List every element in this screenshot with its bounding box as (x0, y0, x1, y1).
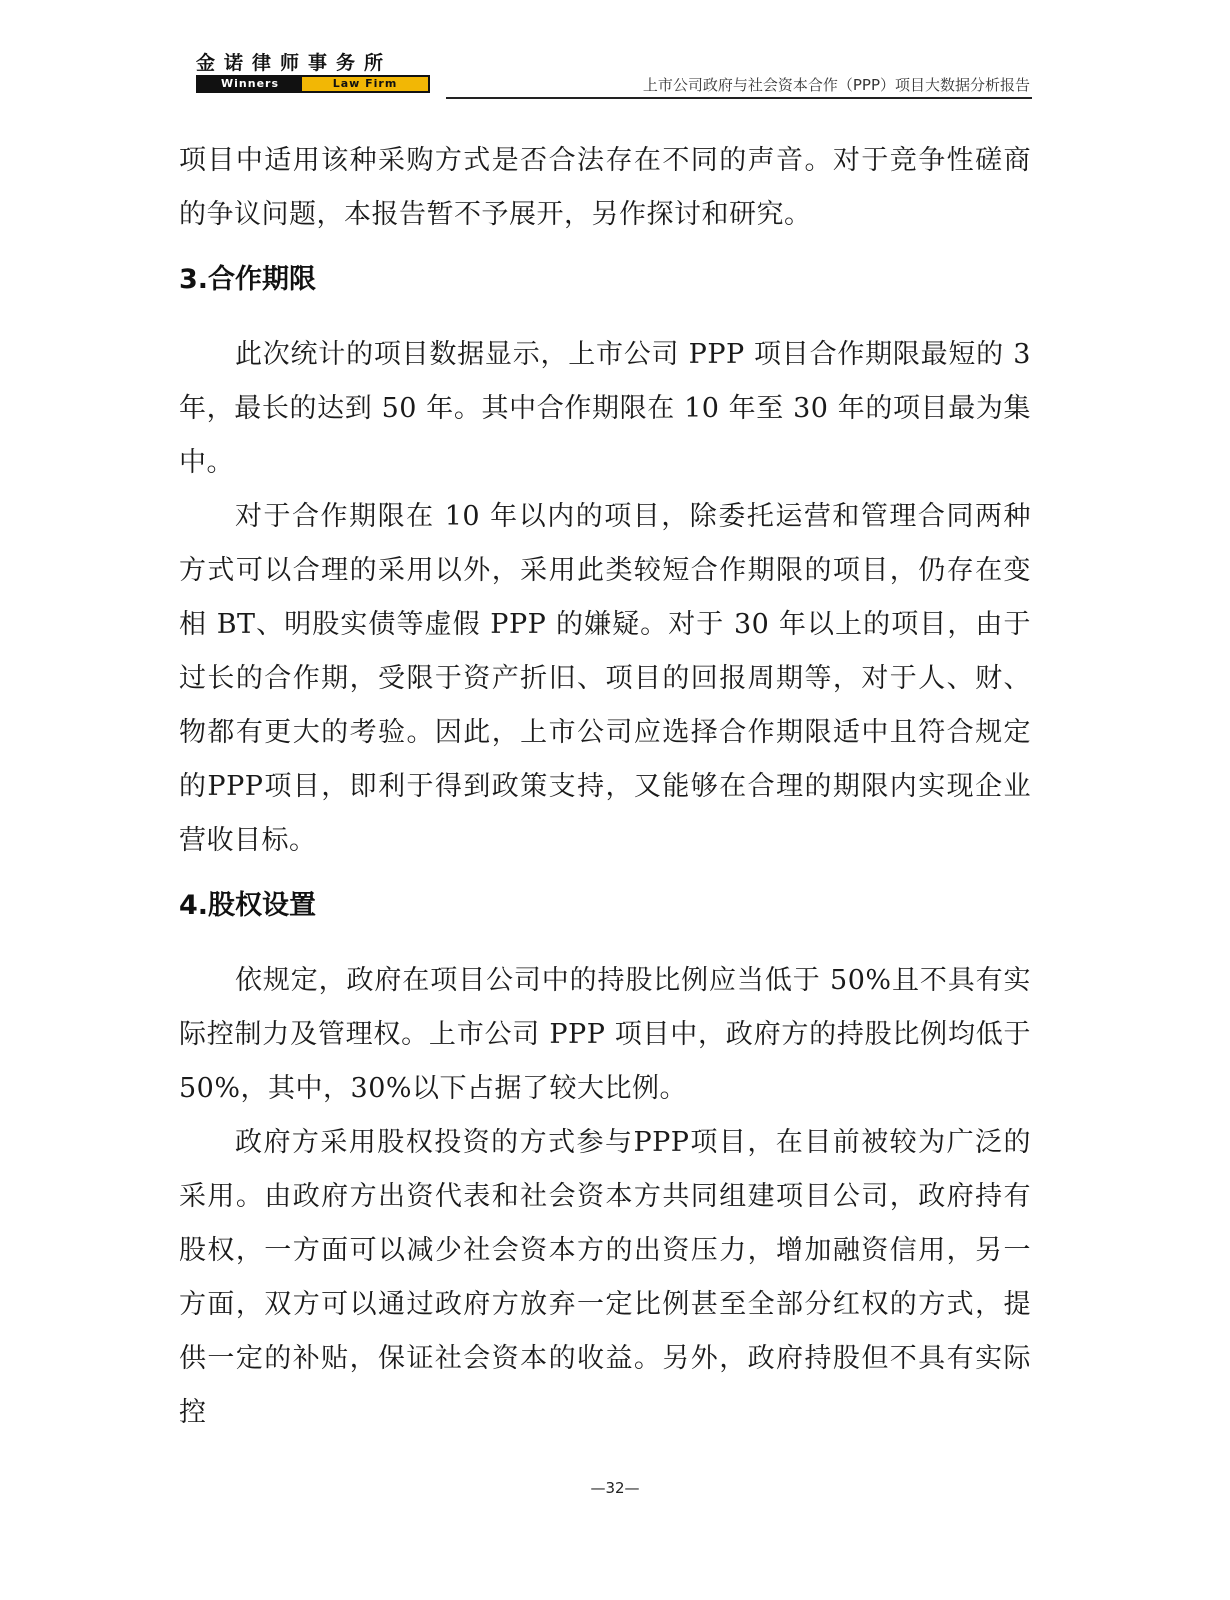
logo-chinese-name: 金诺律师事务所 (196, 52, 393, 74)
page-content (179, 134, 1031, 1440)
heading-cooperation-term: 3.合作期限 (179, 264, 317, 295)
paragraph-term-1: 此次统计的项目数据显示，上市公司 PPP 项目合作期限最短的 3 年，最长的达到 50 年。其中合作期限在 10 年至 30 年的项目最为集中。 (179, 339, 1031, 478)
logo-english-right: Law Firm (302, 77, 428, 91)
paragraph-equity-2: 政府方采用股权投资的方式参与PPP项目，在目前被较为广泛的采用。由政府方出资代表和社会资本方共同组建项目公司，政府持有股权，一方面可以减少社会资本方的出资压力，增加融资信用，另一方面，双方可以通过政府方放弃一定比例甚至全部分红权的方式，提供一定的补贴，保证社会资本的收益。另外，政府持股但不具有实际控 (179, 1127, 1031, 1428)
paragraph-equity-1: 依规定，政府在项目公司中的持股比例应当低于 50%且不具有实际控制力及管理权。上市公司 PPP 项目中，政府方的持股比例均低于 50%，其中，30%以下占据了较大比例。 (179, 965, 1031, 1104)
paragraph-term-2: 对于合作期限在 10 年以内的项目，除委托运营和管理合同两种方式可以合理的采用以外，采用此类较短合作期限的项目，仍存在变相 BT、明股实债等虚假 PPP 的嫌疑。对于 30 年以上的项目，由于过长的合作期，受限于资产折旧、项目的回报周期等，对于人、财、物都有更大的考验。因此，上市公司应选择合作期限适中且符合规定的PPP项目，即利于得到政策支持，又能够在合理的期限内实现企业营收目标。 (179, 501, 1031, 856)
paragraph-intro: 项目中适用该种采购方式是否合法存在不同的声音。对于竞争性磋商的争议问题，本报告暂不予展开，另作探讨和研究。 (179, 145, 1031, 230)
logo-english-bar (196, 75, 430, 93)
header-divider (446, 97, 1032, 99)
heading-equity-setting: 4.股权设置 (179, 890, 317, 921)
firm-logo (196, 52, 430, 93)
page-number: —32— (590, 1479, 640, 1497)
report-title: 上市公司政府与社会资本合作（PPP）项目大数据分析报告 (642, 76, 1030, 94)
logo-english-left: Winners (198, 77, 302, 91)
